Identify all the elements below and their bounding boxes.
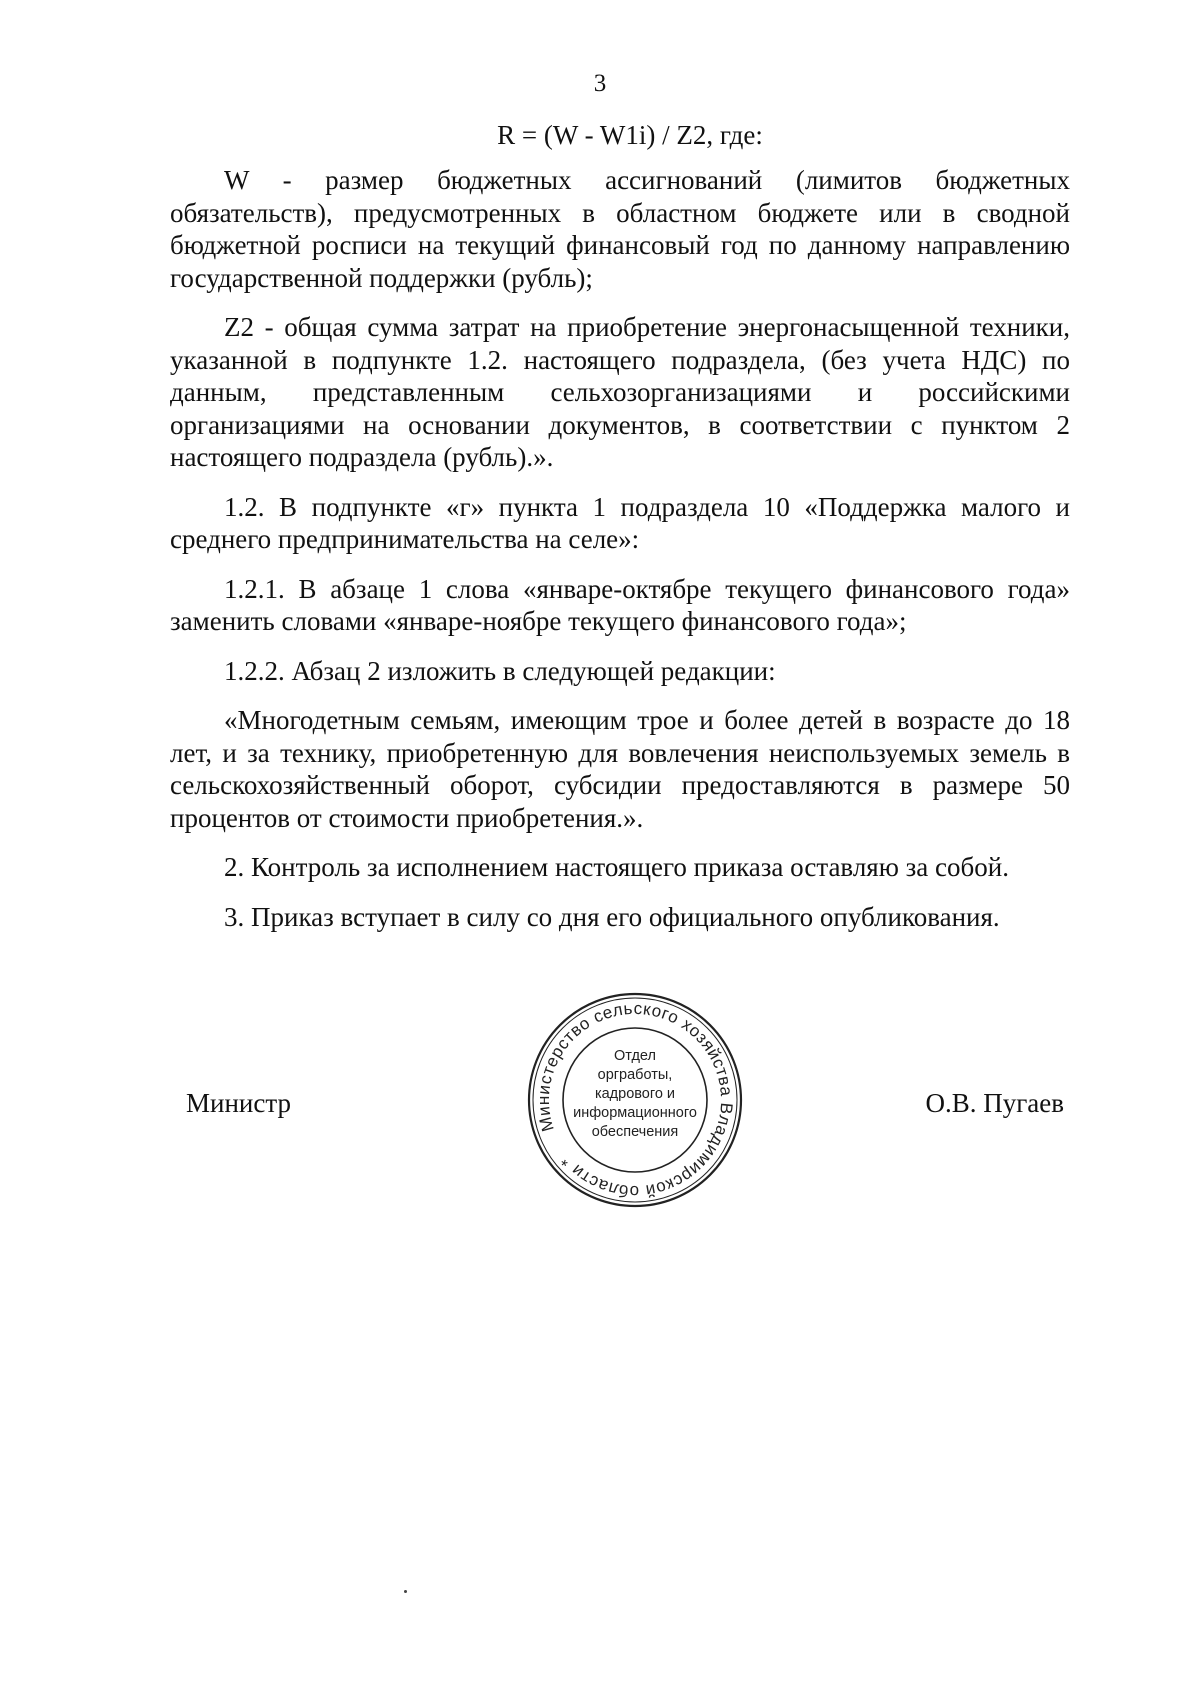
signer-name: О.В. Пугаев [925, 1088, 1064, 1118]
stamp-center-text [555, 1047, 715, 1142]
paragraph-3: 3. Приказ вступает в силу со дня его официального опубликования. [224, 901, 1000, 932]
paragraph-z2-definition: Z2 - общая сумма затрат на приобретение энергонасыщенной техники, указанной в подпункте 1.2. настоящего подраздела, (без учета НДС) по данным, представленным сельхозорганизациями и российскими организациями на основании документов, в соответствии с пунктом 2 настоящего подраздела (рубль).». [170, 312, 1070, 472]
stamp-line: информационного [573, 1105, 697, 1121]
paragraph-quoted-text: «Многодетным семьям, имеющим трое и более детей в возрасте до 18 лет, и за технику, приобретенную для вовлечения неиспользуемых земель в сельскохозяйственный оборот, субсидии предоставляются в размере 50 процентов от стоимости приобретения.». [170, 705, 1070, 833]
page-number: 3 [593, 70, 607, 97]
signer-title: Министр [186, 1088, 291, 1118]
paragraph-1-2: 1.2. В подпункте «г» пункта 1 подраздела 10 «Поддержка малого и среднего предпринимательства на селе»: [170, 491, 1070, 554]
paragraph-w-definition: W - размер бюджетных ассигнований (лимитов бюджетных обязательств), предусмотренных в областном бюджете или в сводной бюджетной росписи на текущий финансовый год по данному направлению государственной поддержки (рубль); [170, 165, 1070, 293]
stamp-line: оргработы, [597, 1067, 673, 1083]
official-stamp [520, 985, 750, 1215]
paragraph-2: 2. Контроль за исполнением настоящего приказа оставляю за собой. [224, 852, 1009, 882]
paragraph-1-2-1: 1.2.1. В абзаце 1 слова «январе-октябре текущего финансового года» заменить словами «январе-ноябре текущего финансового года»; [170, 573, 1070, 636]
scan-speck [404, 1590, 407, 1593]
paragraph-1-2-2: 1.2.2. Абзац 2 изложить в следующей редакции: [224, 655, 776, 686]
stamp-line: кадрового и [594, 1086, 676, 1102]
stamp-line: обеспечения [591, 1124, 679, 1140]
stamp-ring-text: Министерство сельского хозяйства Владимирской области * [533, 998, 737, 1202]
formula-line: R = (W - W1i) / Z2, где: [497, 120, 763, 150]
stamp-line: Отдел [614, 1048, 656, 1064]
document-body [170, 164, 1070, 950]
